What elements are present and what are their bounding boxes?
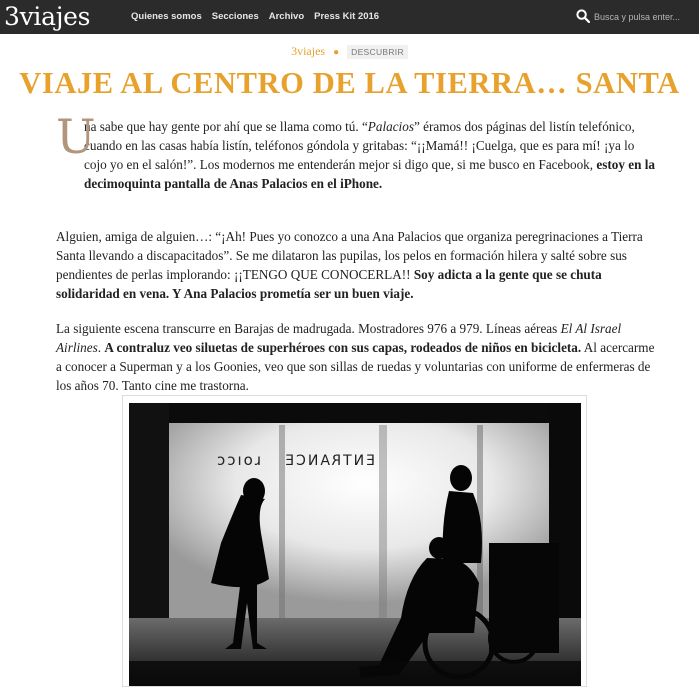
paragraph-3-bold: A contraluz veo siluetas de superhéroes con sus capas, rodeados de niños en bicicleta.: [104, 340, 582, 355]
search-icon[interactable]: [576, 9, 590, 23]
paragraph-3: [56, 319, 656, 395]
paragraph-2-text-2: que organiza peregrinaciones a Tierra Santa llevando a discapacitados”. Se me dilataron las pupilas, los pelos en formación hilera y salté sobre sus pendientes de perlas implorando: ¡¡TENGO QUE CONOCERLA!!: [56, 229, 643, 282]
top-navigation-bar: [0, 0, 699, 34]
meta-separator-dot: ●: [333, 47, 340, 58]
paragraph-1-text: na sabe que hay gente por ahí que se llama como tú. “: [84, 119, 368, 134]
post-content: [56, 110, 656, 395]
paragraph-2-bold: Soy adicta a la gente que se chuta solidaridad en vena. Y Ana Palacios prometía ser un buen viaje.: [56, 267, 602, 301]
site-logo[interactable]: 3viajes: [4, 2, 91, 31]
post-photo: [122, 395, 587, 687]
paragraph-1-text-2: ” éramos dos páginas del listín telefónico, cuando en las casas había listín, teléfonos góndola y gritabas: “¡¡Mamá!! ¡Cuelga, que es para mí! ¡ya lo cojo yo en el salón!”. Los modernos me entenderán mejor si digo que, si me busco en Facebook,: [84, 119, 635, 172]
paragraph-3-text-3: Al acercarme a conocer a Superman y a los Goonies, veo que son sillas de ruedas y voluntarias con uniforme de enfermeras de los años 70. Tanto cine me trastorna.: [56, 340, 655, 393]
nav-item-archivo[interactable]: Archivo: [268, 11, 305, 22]
paragraph-2: [56, 227, 656, 303]
paragraph-3-text-2: .: [97, 340, 105, 355]
nav-item-quienes-somos[interactable]: Quienes somos: [131, 11, 202, 22]
drop-cap: U: [56, 110, 96, 165]
paragraph-1-bold: estoy en la decimoquinta pantalla de Anas Palacios en el iPhone.: [84, 157, 655, 191]
post-site-link[interactable]: 3viajes: [291, 44, 326, 58]
paragraph-2-text: Alguien, amiga de alguien…: “¡Ah! Pues yo conozco a una: [56, 229, 373, 244]
category-badge[interactable]: DESCUBRIR: [347, 45, 408, 59]
paragraph-1: [56, 110, 656, 193]
paragraph-3-text: La siguiente escena transcurre en Barajas de madrugada. Mostradores 976 a 979. Líneas aéreas: [56, 321, 561, 336]
nav-item-press-kit[interactable]: Press Kit 2016: [314, 11, 380, 22]
nav-item-secciones[interactable]: Secciones: [211, 11, 259, 22]
post-meta: [0, 44, 699, 59]
paragraph-1-italic: Palacios: [367, 119, 414, 134]
post-title: VIAJE AL CENTRO DE LA TIERRA… SANTA: [19, 66, 680, 100]
reflected-sign-text: ENTRANCE: [283, 453, 375, 469]
paragraph-3-italic: El Al Israel Airlines: [56, 321, 622, 355]
airport-silhouette-photo: [129, 403, 581, 687]
search-input[interactable]: [594, 7, 698, 27]
ana-palacios-link[interactable]: Ana Palacios: [372, 229, 442, 244]
main-nav: [131, 11, 389, 22]
reflected-sign-fragment: ɔɔıoɹ: [217, 451, 264, 469]
